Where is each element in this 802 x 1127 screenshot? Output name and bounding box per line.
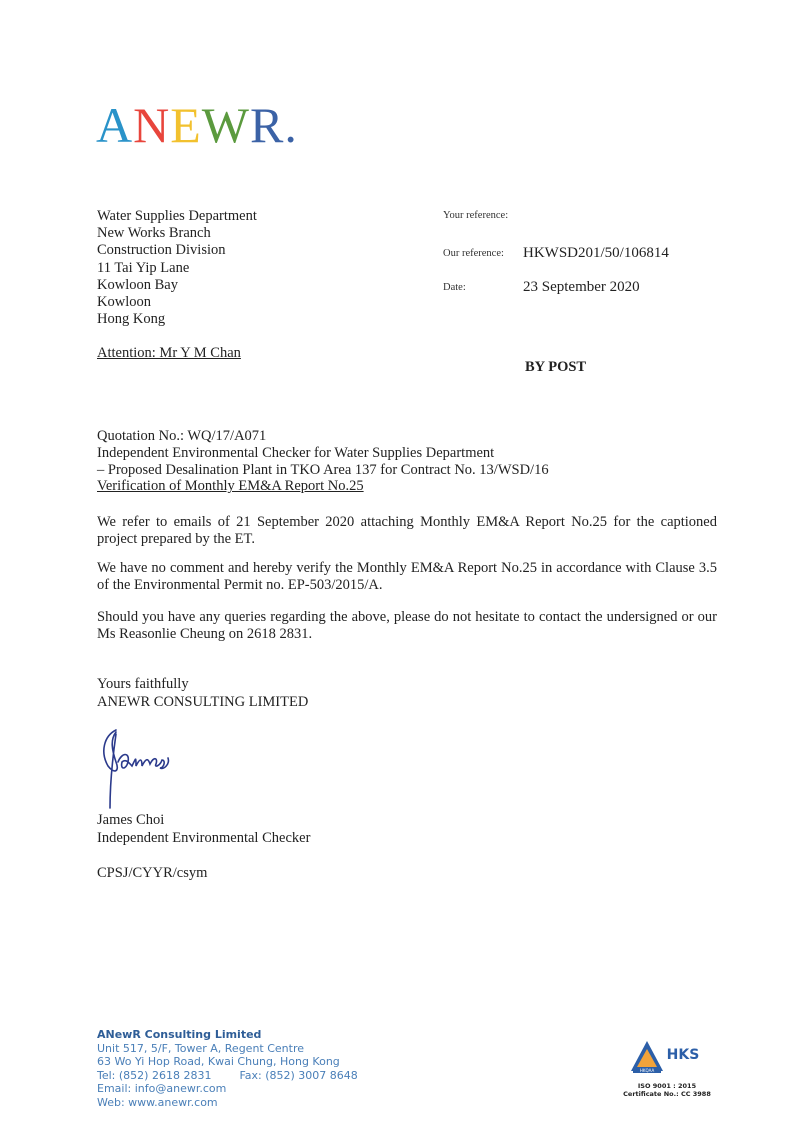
subject-line: Quotation No.: WQ/17/A071: [97, 428, 267, 444]
body-paragraph: We have no comment and hereby verify the Monthly EM&A Report No.25 in accordance with Clause 3.5 of the Environmental Permit no. EP-503/2015/A.: [97, 560, 717, 594]
your-reference-label: Your reference:: [443, 210, 509, 221]
logo-letter: N: [133, 97, 171, 153]
handwritten-signature: [86, 722, 196, 817]
signer-block: [97, 812, 310, 847]
closing-block: [97, 676, 308, 711]
delivery-method: BY POST: [525, 359, 587, 375]
logo-period: .: [284, 97, 298, 153]
recipient-address: [97, 208, 257, 328]
address-line: Construction Division: [97, 242, 226, 259]
logo-letter: W: [201, 97, 250, 153]
footer-company: ANewR Consulting Limited: [97, 1028, 262, 1041]
footer-contact: [97, 1028, 358, 1110]
company-name: ANEWR CONSULTING LIMITED: [97, 693, 309, 710]
subject-title: Verification of Monthly EM&A Report No.25: [97, 478, 364, 495]
footer-phone-line: [97, 1069, 358, 1083]
subject-block: [97, 428, 560, 495]
body-paragraph: We refer to emails of 21 September 2020 attaching Monthly EM&A Report No.25 for the captioned project prepared by the ET.: [97, 514, 717, 548]
subject-line: Independent Environmental Checker for Water Supplies Department: [97, 444, 495, 461]
iso-standard: ISO 9001 : 2015: [637, 1082, 697, 1090]
hks-mark: HKS: [666, 1047, 700, 1063]
reference-initials: CPSJ/CYYR/csym: [97, 865, 208, 881]
address-line: Water Supplies Department: [97, 208, 257, 224]
subject-line: – Proposed Desalination Plant in TKO Area 137 for Contract No. 13/WSD/16: [97, 461, 549, 478]
footer-address: Unit 517, 5/F, Tower A, Regent Centre: [97, 1041, 305, 1055]
logo-letter: A: [96, 97, 134, 153]
date-value: 23 September 2020: [523, 279, 640, 295]
address-line: Hong Kong: [97, 311, 166, 328]
address-line: 11 Tai Yip Lane: [97, 259, 190, 276]
signer-title: Independent Environmental Checker: [97, 829, 311, 846]
logo-letter: E: [170, 97, 202, 153]
address-line: Kowloon Bay: [97, 276, 178, 293]
footer-address: 63 Wo Yi Hop Road, Kwai Chung, Hong Kong: [97, 1055, 340, 1069]
body-paragraph: Should you have any queries regarding the above, please do not hesitate to contact the undersigned or our Ms Reasonlie Cheung on 2618 2831.: [97, 609, 717, 643]
date-label: Date:: [443, 282, 466, 293]
our-reference-label: Our reference:: [443, 248, 504, 259]
our-reference-value: HKWSD201/50/106814: [523, 245, 669, 261]
footer-web[interactable]: Web: www.anewr.com: [97, 1095, 218, 1109]
address-line: New Works Branch: [97, 225, 211, 242]
salutation: Yours faithfully: [97, 676, 189, 692]
hkqaa-seal-icon: [627, 1037, 707, 1077]
seal-text: HKQAA: [639, 1068, 655, 1073]
attention-line: Attention: Mr Y M Chan: [97, 345, 241, 361]
company-logo: [96, 97, 298, 153]
footer-email[interactable]: Email: info@anewr.com: [97, 1082, 227, 1096]
address-line: Kowloon: [97, 294, 151, 311]
signer-name: James Choi: [97, 812, 165, 828]
footer-fax: Fax: (852) 3007 8648: [239, 1068, 358, 1082]
footer-tel: Tel: (852) 2618 2831: [97, 1068, 212, 1082]
certificate-number: Certificate No.: CC 3988: [623, 1090, 711, 1098]
logo-letter: R: [249, 97, 285, 153]
certification-mark: [617, 1037, 717, 1098]
